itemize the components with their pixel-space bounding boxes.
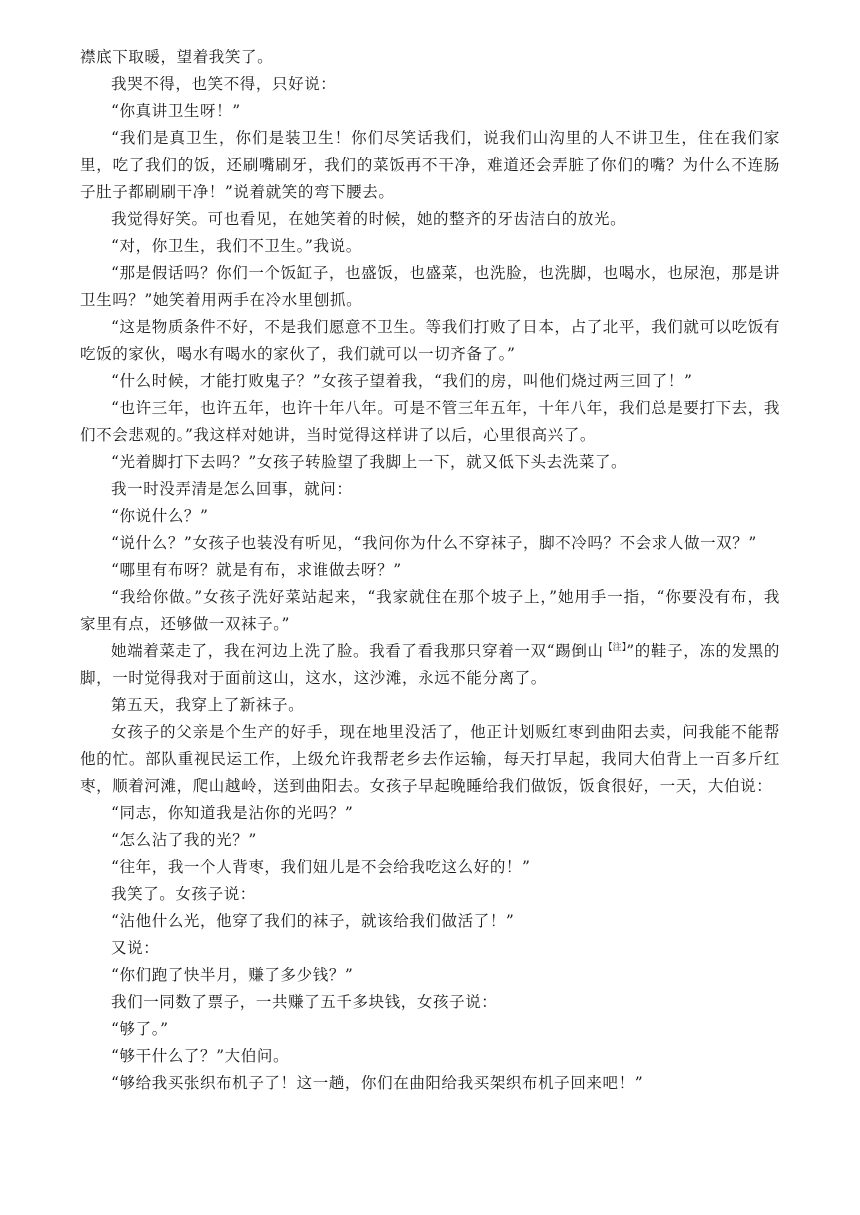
paragraph: 我一时没弄清是怎么回事，就问：: [111, 480, 353, 498]
paragraph: “什么时候，才能打败鬼子？”女孩子望着我，“我们的房，叫他们烧过两三回了！”: [111, 372, 693, 390]
paragraph: 我觉得好笑。可也看见，在她笑着的时候，她的整齐的牙齿洁白的放光。: [111, 210, 627, 228]
paragraph: “怎么沾了我的光？”: [111, 831, 257, 849]
paragraph: 又说：: [111, 939, 160, 957]
paragraph: “够给我买张织布机子了！这一趟，你们在曲阳给我买架织布机子回来吧！”: [111, 1074, 644, 1092]
paragraph: “同志，你知道我是沾你的光吗？”: [111, 804, 354, 822]
paragraph: “往年，我一个人背枣，我们妞儿是不会给我吃这么好的！”: [111, 858, 531, 876]
paragraph: “那是假话吗？你们一个饭缸子，也盛饭，也盛菜，也洗脸，也洗脚，也喝水，也尿泡，那是讲卫生吗？”她笑着用两手在冷水里刨抓。: [80, 264, 780, 309]
paragraph: “这是物质条件不好，不是我们愿意不卫生。等我们打败了日本，占了北平，我们就可以吃饭有吃饭的家伙，喝水有喝水的家伙了，我们就可以一切齐备了。”: [80, 318, 780, 363]
paragraph: “你真讲卫生呀！”: [111, 102, 241, 120]
paragraph: 女孩子的父亲是个生产的好手，现在地里没活了，他正计划贩红枣到曲阳去卖，问我能不能帮他的忙。部队重视民运工作，上级允许我帮老乡去作运输，每天打早起，我同大伯背上一百多斤红枣，顺着河滩，爬山越岭，送到曲阳去。女孩子早起晚睡给我们做饭，饭食很好，一天，大伯说：: [80, 723, 780, 795]
paragraph: “光着脚打下去吗？”女孩子转脸望了我脚上一下，就又低下头去洗菜了。: [111, 453, 628, 471]
paragraph-continuation: 襟底下取暖，望着我笑了。: [80, 48, 274, 66]
paragraph: “对，你卫生，我们不卫生。”我说。: [111, 237, 362, 255]
paragraph: 我们一同数了票子，一共赚了五千多块钱，女孩子说：: [111, 993, 498, 1011]
paragraph-text-after-note: ”的鞋子，冻的发黑的脚，一时觉得我对于面前这山，这水，这沙滩，永远不能分离了。: [80, 642, 780, 687]
document-page: [80, 44, 780, 1097]
paragraph: “够了。”: [111, 1020, 169, 1038]
paragraph: “我们是真卫生，你们是装卫生！你们尽笑话我们，说我们山沟里的人不讲卫生，住在我们家里，吃了我们的饭，还刷嘴刷牙，我们的菜饭再不干净，难道还会弄脏了你们的嘴？为什么不连肠子肚子都刷刷干净！”说着就笑的弯下腰去。: [80, 129, 780, 201]
footnote-marker: 【注】: [603, 643, 627, 653]
paragraph: 第五天，我穿上了新袜子。: [111, 696, 305, 714]
paragraph: 我笑了。女孩子说：: [111, 885, 256, 903]
paragraph-with-note: [80, 638, 780, 692]
paragraph: “沾他什么光，他穿了我们的袜子，就该给我们做活了！”: [111, 912, 515, 930]
paragraph-text-before-note: 她端着菜走了，我在河边上洗了脸。我看了看我那只穿着一双“踢倒山: [111, 642, 604, 660]
paragraph: “也许三年，也许五年，也许十年八年。可是不管三年五年，十年八年，我们总是要打下去，我们不会悲观的。”我这样对她讲，当时觉得这样讲了以后，心里很高兴了。: [80, 399, 780, 444]
paragraph: 我哭不得，也笑不得，只好说：: [111, 75, 337, 93]
paragraph: “够干什么了？”大伯问。: [111, 1047, 290, 1065]
paragraph: “说什么？”女孩子也装没有听见，“我问你为什么不穿袜子，脚不冷吗？不会求人做一双？”: [111, 534, 757, 552]
paragraph: “我给你做。”女孩子洗好菜站起来，“我家就住在那个坡子上，”她用手一指，“你要没有布，我家里有点，还够做一双袜子。”: [80, 588, 780, 633]
paragraph: “你说什么？”: [111, 507, 209, 525]
paragraph: “你们跑了快半月，赚了多少钱？”: [111, 966, 354, 984]
paragraph: “哪里有布呀？就是有布，求谁做去呀？”: [111, 561, 402, 579]
